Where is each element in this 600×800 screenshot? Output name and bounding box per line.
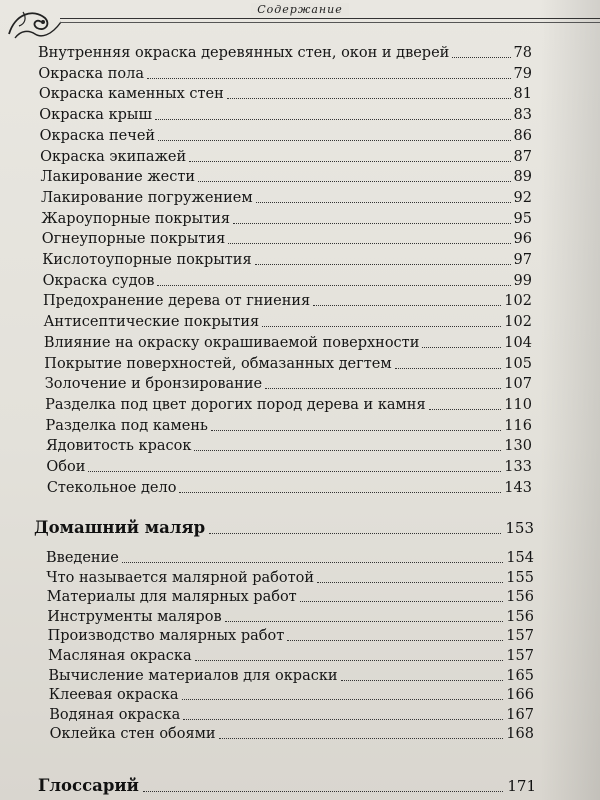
toc-entry[interactable] bbox=[48, 627, 534, 645]
toc-page-number: 153 bbox=[505, 519, 534, 537]
toc-entry[interactable] bbox=[46, 569, 534, 587]
toc-leader-dots bbox=[227, 98, 511, 99]
toc-entry[interactable] bbox=[47, 608, 534, 626]
toc-page-number: 89 bbox=[513, 169, 532, 186]
toc-entry-title: Вычисление материалов для окраски bbox=[48, 667, 338, 684]
toc-section-title: Глоссарий bbox=[38, 776, 139, 795]
toc-entry[interactable] bbox=[47, 479, 532, 497]
toc-page-number: 79 bbox=[513, 65, 532, 82]
toc-entry[interactable] bbox=[38, 65, 532, 83]
toc-leader-dots bbox=[452, 57, 510, 58]
toc-entry-title: Покрытие поверхностей, обмазанных дегтем bbox=[44, 355, 392, 372]
toc-leader-dots bbox=[182, 699, 504, 700]
toc-leader-dots bbox=[300, 601, 504, 602]
toc-entry-title: Лакирование жести bbox=[40, 169, 196, 186]
running-title: Содержание bbox=[0, 3, 600, 16]
toc-entry[interactable] bbox=[41, 189, 532, 207]
toc-entry[interactable] bbox=[46, 437, 532, 455]
toc-entry-title: Окраска крыш bbox=[39, 107, 152, 124]
toc-page-number: 157 bbox=[506, 648, 534, 664]
toc-page-number: 104 bbox=[504, 334, 532, 351]
toc-entry-title: Лакирование погружением bbox=[40, 189, 253, 206]
toc-leader-dots bbox=[287, 640, 503, 641]
toc-leader-dots bbox=[228, 243, 510, 244]
toc-page-number: 78 bbox=[513, 45, 532, 61]
toc-entry-title: Внутренняя окраска деревянных стен, окон и дверей bbox=[38, 45, 450, 61]
toc-entry-title: Антисептические покрытия bbox=[43, 314, 260, 331]
toc-entry[interactable] bbox=[48, 647, 534, 665]
toc-entry[interactable] bbox=[41, 210, 532, 228]
toc-entry-title: Огнеупорные покрытия bbox=[41, 231, 226, 248]
toc-entry[interactable] bbox=[43, 292, 532, 310]
toc-entry[interactable] bbox=[49, 686, 534, 704]
toc-page-number: 81 bbox=[513, 86, 532, 103]
toc-leader-dots bbox=[195, 660, 504, 661]
toc-page-number: 116 bbox=[504, 417, 532, 434]
toc-entry-title: Инструменты маляров bbox=[47, 608, 222, 625]
toc-page-number: 143 bbox=[504, 479, 532, 496]
toc-page-number: 167 bbox=[506, 706, 534, 723]
toc-entry-title: Обои bbox=[46, 459, 86, 475]
toc-entry[interactable] bbox=[43, 313, 532, 331]
toc-entry[interactable] bbox=[44, 334, 532, 352]
toc-page-number: 168 bbox=[506, 726, 534, 743]
toc-entry-title: Окраска судов bbox=[42, 272, 155, 289]
toc-page-number: 156 bbox=[506, 589, 534, 606]
toc-leader-dots bbox=[395, 368, 502, 369]
toc-leader-dots bbox=[225, 621, 504, 622]
toc-entry-title: Материалы для малярных работ bbox=[46, 589, 297, 606]
toc-entry-title: Жароупорные покрытия bbox=[41, 210, 231, 227]
toc-entry[interactable] bbox=[46, 549, 534, 567]
toc-page-number: 105 bbox=[504, 355, 532, 372]
toc-entry[interactable] bbox=[43, 272, 532, 290]
toc-entry[interactable] bbox=[46, 458, 532, 476]
toc-entry[interactable] bbox=[40, 127, 532, 145]
toc-page-number: 99 bbox=[513, 272, 532, 289]
toc-entry-title: Разделка под цвет дорогих пород дерева и камня bbox=[45, 396, 426, 413]
toc-leader-dots bbox=[198, 181, 510, 182]
toc-page-number: 92 bbox=[513, 189, 532, 206]
toc-leader-dots bbox=[211, 430, 501, 431]
toc-page-number: 156 bbox=[506, 608, 534, 625]
toc-entry[interactable] bbox=[46, 417, 532, 435]
toc-leader-dots bbox=[147, 78, 511, 79]
toc-entry-title: Кислотоупорные покрытия bbox=[42, 252, 252, 268]
toc-entry[interactable] bbox=[45, 396, 532, 414]
toc-entry-title: Разделка под камень bbox=[45, 417, 208, 434]
toc-leader-dots bbox=[183, 719, 503, 720]
toc-leader-dots bbox=[157, 285, 510, 286]
toc-page-number: 102 bbox=[504, 293, 532, 310]
toc-leader-dots bbox=[422, 347, 501, 348]
toc-leader-dots bbox=[179, 492, 501, 493]
toc-leader-dots bbox=[255, 264, 511, 265]
toc-page-number: 166 bbox=[506, 687, 534, 704]
toc-page-number: 157 bbox=[506, 628, 534, 645]
toc-entry[interactable] bbox=[49, 706, 534, 724]
toc-entry[interactable] bbox=[44, 355, 532, 373]
toc-entry-title: Введение bbox=[46, 550, 119, 566]
toc-entry[interactable] bbox=[48, 667, 534, 685]
toc-entry[interactable] bbox=[42, 230, 532, 248]
toc-entry-title: Влияние на окраску окрашиваемой поверхности bbox=[43, 334, 420, 351]
toc-page-number: 87 bbox=[513, 148, 532, 165]
toc-leader-dots bbox=[194, 450, 501, 451]
toc-page-number: 154 bbox=[506, 550, 534, 566]
toc-page-number: 171 bbox=[507, 777, 536, 795]
toc-page-number: 96 bbox=[513, 231, 532, 248]
toc-leader-dots bbox=[262, 326, 501, 327]
toc-section-heading[interactable] bbox=[38, 776, 536, 796]
toc-leader-dots bbox=[155, 119, 511, 120]
toc-entry-title: Клеевая окраска bbox=[48, 687, 179, 704]
toc-entry[interactable] bbox=[45, 375, 532, 393]
toc-entry-title: Окраска экипажей bbox=[40, 148, 187, 165]
toc-page-number: 110 bbox=[504, 396, 532, 413]
toc-entry-title: Окраска каменных стен bbox=[38, 86, 224, 103]
toc-entry-title: Производство малярных работ bbox=[47, 628, 285, 645]
toc-entry-title: Предохранение дерева от гниения bbox=[43, 293, 311, 310]
toc-entry-title: Оклейка стен обоями bbox=[49, 726, 216, 743]
toc-leader-dots bbox=[341, 680, 504, 681]
toc-page-number: 133 bbox=[504, 459, 532, 475]
toc-entry-title: Стекольное дело bbox=[46, 479, 177, 496]
toc-leader-dots bbox=[88, 471, 501, 472]
toc-entry-title: Окраска печей bbox=[39, 127, 156, 144]
toc-leader-dots bbox=[317, 582, 503, 583]
toc-entry[interactable] bbox=[42, 251, 532, 269]
toc-leader-dots bbox=[158, 140, 510, 141]
toc-page-number: 130 bbox=[504, 438, 532, 455]
toc-entry[interactable] bbox=[50, 725, 534, 743]
toc-page-number: 97 bbox=[513, 252, 532, 268]
toc-leader-dots bbox=[209, 533, 501, 534]
toc-page-number: 86 bbox=[513, 127, 532, 144]
toc-leader-dots bbox=[143, 791, 504, 792]
toc-entry[interactable] bbox=[39, 106, 532, 124]
toc-section-heading[interactable] bbox=[34, 518, 534, 538]
toc-leader-dots bbox=[429, 409, 502, 410]
toc-leader-dots bbox=[256, 202, 511, 203]
toc-page-number: 165 bbox=[506, 667, 534, 684]
toc-entry-title: Что называется малярной работой bbox=[46, 569, 315, 586]
toc-page-number: 95 bbox=[513, 210, 532, 227]
toc-entry[interactable] bbox=[38, 44, 532, 62]
toc-leader-dots bbox=[122, 562, 503, 563]
toc-entry-title: Ядовитость красок bbox=[45, 438, 192, 455]
toc-leader-dots bbox=[265, 388, 501, 389]
toc-leader-dots bbox=[313, 305, 501, 306]
toc-page-number: 102 bbox=[504, 314, 532, 331]
toc-entry-title: Масляная окраска bbox=[48, 648, 192, 664]
toc-entry[interactable] bbox=[39, 85, 532, 103]
toc-entry-title: Окраска пола bbox=[38, 65, 144, 82]
toc-entry[interactable] bbox=[47, 588, 534, 606]
toc-leader-dots bbox=[219, 738, 504, 739]
toc-page-number: 83 bbox=[513, 107, 532, 124]
toc-page-number: 155 bbox=[506, 569, 534, 586]
toc-leader-dots bbox=[189, 161, 510, 162]
toc-entry-title: Водяная окраска bbox=[49, 706, 181, 723]
toc-section-title: Домашний маляр bbox=[34, 518, 206, 537]
toc-leader-dots bbox=[233, 223, 511, 224]
toc-entry[interactable] bbox=[41, 168, 532, 186]
toc-entry-title: Золочение и бронзирование bbox=[44, 376, 263, 393]
toc-entry[interactable] bbox=[40, 148, 532, 166]
toc-page-number: 107 bbox=[504, 376, 532, 393]
